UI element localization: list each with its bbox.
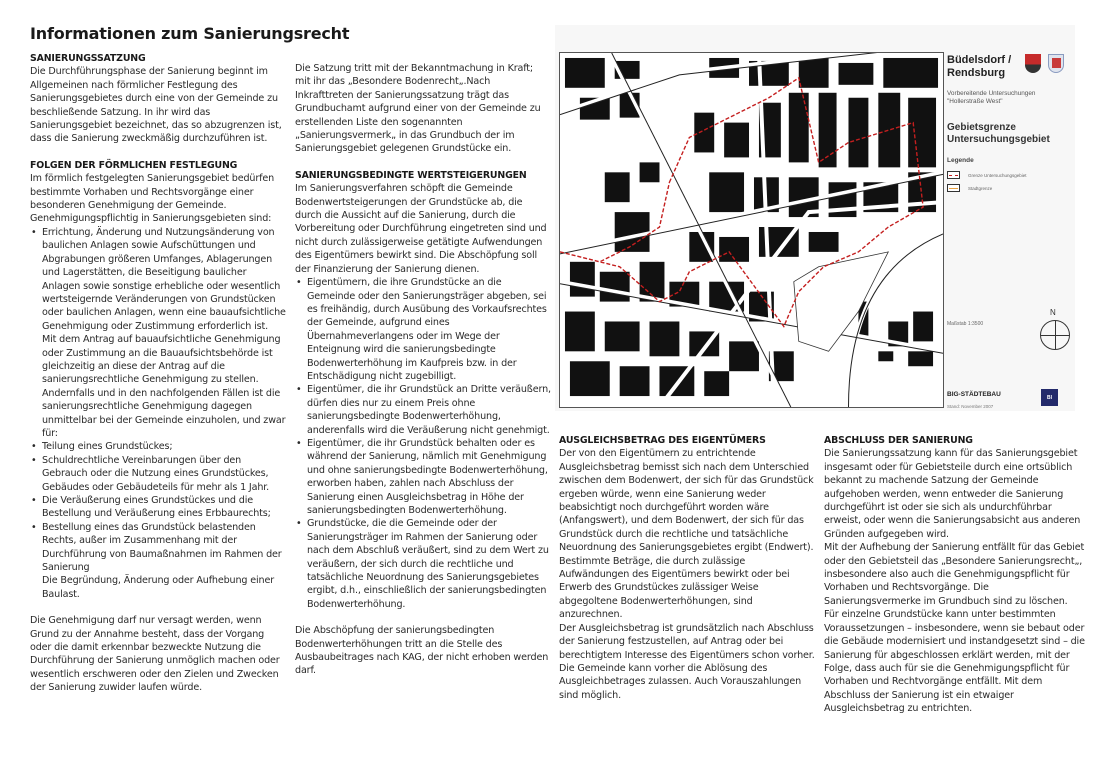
column-4 bbox=[824, 434, 1086, 716]
heading-abschluss: ABSCHLUSS DER SANIERUNG bbox=[824, 435, 973, 446]
list-item: • Die Veräußerung eines Grundstückes und die Bestellung und Veräußerung eines Erbbaurechts; bbox=[30, 494, 286, 521]
map-scale: Maßstab 1:3500 bbox=[947, 321, 984, 327]
legend-item-city-limit: Stadtgrenze bbox=[947, 184, 992, 192]
list-item: • Eigentümer, die ihr Grundstück an Dritte veräußern, dürfen dies nur zu einem Preis ohne sanierungsbedingte Bodenwerterhöhung, anderenfalls wird die Veräußerung nicht genehmigt. bbox=[295, 383, 551, 437]
map-date: Stand: November 2007 bbox=[947, 404, 994, 409]
paragraph-ausgleich-1: Der von den Eigentümern zu entrichtende Ausgleichsbetrag bemisst sich nach dem Unterschied zwischen dem Bodenwert, der sich für das Grundstück ergeben würde, wenn eine Sanierung weder beabsichtigt noch durchgeführt worden wäre (Anfangswert), und dem Bodenwert, der sich für das Grundstück durch die rechtliche und tatsächliche Neuordnung des Sanierungsgebietes ergibt (Endwert). bbox=[559, 448, 814, 554]
north-arrow-icon bbox=[1040, 320, 1070, 350]
list-item: • Schuldrechtliche Vereinbarungen über den Gebrauch oder die Nutzung eines Grundstückes, Gebäudes oder Gebäudeteils für mehr als 1 Jahr. bbox=[30, 454, 286, 494]
list-item: • Eigentümer, die ihr Grundstück behalten oder es während der Sanierung, nämlich mit Genehmigung und ohne sanierungsbedingte Bodenwerterhöhung, erworben haben, zahlen nach Abschluss der Sanierung einen Ausgleichsbetrag in Höhe der sanierungsbedingten Bodenwerterhöhung. bbox=[295, 437, 551, 517]
list-item: • Teilung eines Grundstückes; bbox=[30, 440, 286, 453]
heading-ausgleichsbetrag: AUSGLEICHSBETRAG DES EIGENTÜMERS bbox=[559, 435, 766, 446]
north-label: N bbox=[1050, 308, 1056, 317]
column-2 bbox=[295, 62, 551, 678]
coat-of-arms-rendsburg-icon bbox=[1048, 54, 1064, 73]
paragraph-abschluss-2: Mit der Aufhebung der Sanierung entfällt für das Gebiet oder den Gebietsteil das „Besondere Sanierungsrecht„, insbesondere also auch die Genehmigungspflicht für Vorhaben und Rechtsvorgänge. Die Sanierungsvermerke im Grundbuch sind zu löschen. bbox=[824, 542, 1085, 607]
list-item: • Errichtung, Änderung und Nutzungsänderung von baulichen Anlagen sowie Aufschüttungen und Abgrabungen größeren Umfanges, Ablagerungen und Lagerstätten, die Beseitigung baulicher Anlagen sowie sonstige erhebliche oder wesentlich wertsteigernde Veränderungen von Grundstücken oder baulichen Anlagen, wenn eine bauaufsichtliche Genehmigung oder Zustimmung erforderlich ist. Mit dem Antrag auf bauaufsichtliche Genehmigung oder Zustimmung an die Bauaufsichtsbehörde ist gleichzeitig an diese der Antrag auf die sanierungsrechtliche Genehmigung zu stellen. Andernfalls und in den nachfolgenden Fällen ist die sanierungsrechtliche Genehmigung dagegen unmittelbar bei der Gemeinde einzuholen, und zwar für: bbox=[30, 226, 286, 441]
street-map-graphic bbox=[560, 53, 943, 407]
owner-list bbox=[295, 276, 551, 611]
paragraph-abschluss-3: Für einzelne Grundstücke kann unter bestimmten Voraussetzungen – insbesondere, wenn sie bebaut oder die Gebäude modernisiert und instandgesetzt sind – die Sanierung für abgeschlossen erklärt werden, mit der Folge, dass auch für sie die Genehmigungspflicht für Vorhaben und Rechtvorgänge entfällt. Mit dem Abschluss der Sanierung ist ein etwaiger Ausgleichsbetrag zu entrichten. bbox=[824, 609, 1085, 715]
big-logo-icon: BI bbox=[1041, 389, 1058, 406]
paragraph-abschluss-1: Die Sanierungssatzung kann für das Sanierungsgebiet insgesamt oder für Gebietsteile durch eine ortsüblich bekannt zu machende Satzung der Gemeinde aufgehoben werden, wenn entweder die Sanierung durchgeführt ist oder sie sich als undurchführbar erweist, oder wenn die Sanierungsabsicht aus anderen Gründen aufgegeben wird. bbox=[824, 448, 1081, 540]
paragraph-sanierungssatzung: Die Durchführungsphase der Sanierung beginnt im Allgemeinen nach förmlicher Festlegung des Sanierungsgebietes durch eine von der Gemeinde zu beschließende Satzung. In ihr wird das Sanierungsgebiet bezeichnet, das so abzugrenzen ist, dass die Sanierung zweckmäßig durchzuführen ist. bbox=[30, 66, 282, 145]
office-name: BIG-STÄDTEBAU bbox=[947, 391, 1001, 398]
paragraph-folgen-intro: Im förmlich festgelegten Sanierungsgebiet bedürfen bestimmte Vorhaben und Rechtsvorgänge einer besonderen Genehmigung der Gemeinde. Genehmigungspflichtig in Sanierungsgebieten sind: bbox=[30, 173, 275, 225]
boundary-swatch-icon bbox=[947, 171, 960, 179]
column-1 bbox=[30, 52, 286, 695]
coat-of-arms-buedelsdorf-icon bbox=[1025, 54, 1041, 73]
city-limit-swatch-icon bbox=[947, 184, 960, 192]
paragraph-ausgleich-3: Der Ausgleichsbetrag ist grundsätzlich nach Abschluss der Sanierung festzustellen, auf Antrag oder bei berechtigtem Interesse des Eigentümers schon vorher. Die Gemeinde kann vorher die Ablösung des Ausgleichbetrages zulassen. Auch Vorauszahlungen sind möglich. bbox=[559, 622, 815, 701]
approval-list bbox=[30, 226, 286, 601]
legend-item-boundary: Grenze Untersuchungsgebiet bbox=[947, 171, 1027, 179]
legend-title: Legende bbox=[947, 157, 974, 164]
list-item-continuation: Mit dem Antrag auf bauaufsichtliche Genehmigung oder Zustimmung an die Bauaufsichtsbehörde ist gleichzeitig an diese der Antrag auf die sanierungsrechtliche Genehmigung zu stellen. Andernfalls und in den nachfolgenden Fällen ist die sanierungsrechtliche Genehmigung dagegen unmittelbar bei der Gemeinde einzuholen, und zwar für: bbox=[42, 334, 286, 439]
heading-folgen: FOLGEN DER FÖRMLICHEN FESTLEGUNG bbox=[30, 159, 238, 171]
map-image bbox=[559, 52, 944, 408]
paragraph-satzung-kraft: Die Satzung tritt mit der Bekanntmachung in Kraft; mit ihr das „Besondere Bodenrecht„.Nach Inkrafttreten der Sanierungssatzung trägt das Grundbuchamt aufgrund einer von der Gemeinde zu erstellenden Liste den sogenannten „Sanierungsvermerk„ in das Grundbuch der im Sanierungsgebiet gelegenen Grundstücke ein. bbox=[295, 63, 541, 155]
map-legend-panel bbox=[947, 50, 1075, 410]
list-item: • Grundstücke, die die Gemeinde oder der Sanierungsträger im Rahmen der Sanierung oder nach dem Abschluß veräußert, sind zu dem Wert zu veräußern, der sich durch die rechtliche und tatsächliche Neuordnung des Sanierungsgebietes ergibt, d.h., einschließlich der sanierungsbedingten Bodenwerterhöhung. bbox=[295, 517, 551, 611]
map-subtitle: Vorbereitende Untersuchungen "Hollerstraße West" bbox=[947, 90, 1036, 105]
paragraph-ausgleich-2: Bestimmte Beträge, die durch zulässige Aufwändungen des Eigentümers bewirkt oder bei Erwerb des Grundstückes zulässiger Weise abgegoltene Bodenwerterhöhungen, sind anzurechnen. bbox=[559, 555, 790, 621]
page-title: Informationen zum Sanierungsrecht bbox=[30, 24, 350, 43]
list-item: • Eigentümern, die ihre Grundstücke an die Gemeinde oder den Sanierungsträger abgeben, sei es freihändig, durch Ausübung des Vorkaufsrechtes der Gemeinde, aufgrund eines Übernahmeverlangens oder im Wege der Enteignung wird die sanierungsbedingte Bodenwerterhöhung im Kaufpreis bzw. in der Entschädigung nicht zugebilligt. bbox=[295, 276, 551, 383]
place-name: Büdelsdorf / Rendsburg bbox=[947, 54, 1012, 79]
map-figure bbox=[555, 25, 1075, 411]
paragraph-versagung: Die Genehmigung darf nur versagt werden, wenn Grund zu der Annahme besteht, dass der Vorgang oder die damit erkennbar bezweckte Nutzung die Durchführung der Sanierung unmöglich machen oder wesentlich erschweren oder den Zielen und Zwecken der Sanierung zuwider laufen würde. bbox=[30, 615, 280, 694]
map-region-title: Gebietsgrenze Untersuchungsgebiet bbox=[947, 122, 1050, 145]
paragraph-wertsteigerungen: Im Sanierungsverfahren schöpft die Gemeinde Bodenwertsteigerungen der Grundstücke ab, die durch die Aussicht auf die Sanierung, durch die Vorbereitung oder Durchführung eingetreten sind und nicht durch zulässigerweise getätigte Aufwendungen des Eigentümers bewirkt sind. Die Abschöpfung soll der Finanzierung der Sanierung dienen. bbox=[295, 183, 547, 275]
heading-sanierungssatzung: SANIERUNGSSATZUNG bbox=[30, 53, 146, 64]
paragraph-abschoepfung: Die Abschöpfung der sanierungsbedingten Bodenwerterhöhungen tritt an die Stelle des Ausbaubeitrages nach KAG, der nicht erhoben werden darf. bbox=[295, 625, 549, 677]
heading-wertsteigerungen: SANIERUNGSBEDINGTE WERTSTEIGERUNGEN bbox=[295, 169, 527, 181]
list-item: • Bestellung eines das Grundstück belastenden Rechts, außer im Zusammenhang mit der Durchführung von Baumaßnahmen im Rahmen der Sanierung Die Begründung, Änderung oder Aufhebung einer Baulast. bbox=[30, 521, 286, 601]
column-3 bbox=[559, 434, 815, 702]
list-item-continuation: Die Begründung, Änderung oder Aufhebung einer Baulast. bbox=[42, 575, 274, 600]
